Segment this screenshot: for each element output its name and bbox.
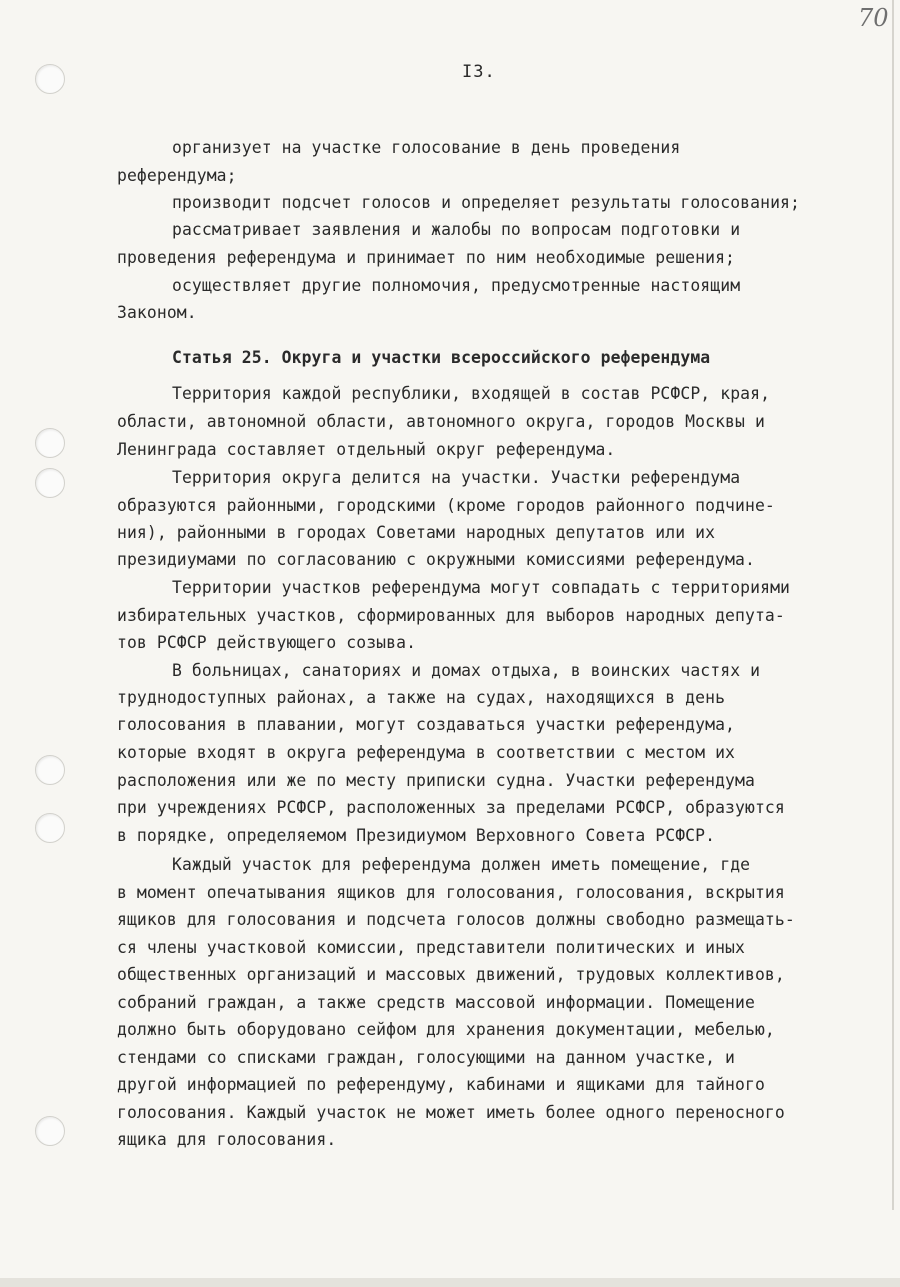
text-line: при учреждениях РСФСР, расположенных за пределами РСФСР, образуются <box>117 798 785 817</box>
text-line: тов РСФСР действующего созыва. <box>117 633 417 652</box>
text-line: Территория каждой республики, входящей в состав РСФСР, края, <box>172 384 771 403</box>
text-line: осуществляет другие полномочия, предусмотренные настоящим <box>172 276 741 295</box>
punch-hole <box>35 428 65 458</box>
text-line: голосования. Каждый участок не может иметь более одного переносного <box>117 1103 785 1122</box>
text-line: которые входят в округа референдума в соответствии с местом их <box>117 743 736 762</box>
text-line: избирательных участков, сформированных для выборов народных депута- <box>117 606 785 625</box>
text-line: расположения или же по месту приписки судна. Участки референдума <box>117 771 755 790</box>
scan-bottom-edge <box>0 1278 900 1287</box>
text-line: области, автономной области, автономного округа, городов Москвы и <box>117 412 765 431</box>
text-line: Каждый участок для референдума должен иметь помещение, где <box>172 855 751 874</box>
text-line: в момент опечатывания ящиков для голосования, голосования, вскрытия <box>117 883 785 902</box>
text-line: ящиков для голосования и подсчета голосов должны свободно размещать- <box>117 910 795 929</box>
text-line: Территория округа делится на участки. Участки референдума <box>172 468 741 487</box>
text-line: ся члены участковой комиссии, представители политических и иных <box>117 938 745 957</box>
text-line: голосования в плавании, могут создаваться участки референдума, <box>117 715 736 734</box>
punch-hole <box>35 755 65 785</box>
text-line: в порядке, определяемом Президиумом Верховного Совета РСФСР. <box>117 826 716 845</box>
text-line: другой информацией по референдуму, кабинами и ящиками для тайного <box>117 1075 765 1094</box>
text-line: образуются районными, городскими (кроме городов районного подчине- <box>117 496 775 515</box>
article-heading: Статья 25. Округа и участки всероссийского референдума <box>172 348 711 367</box>
text-line: собраний граждан, а также средств массовой информации. Помещение <box>117 993 755 1012</box>
punch-hole <box>35 813 65 843</box>
page-number: I3. <box>462 62 496 82</box>
handwritten-folio-number: 70 <box>858 4 889 32</box>
text-line: ящика для голосования. <box>117 1130 337 1149</box>
text-line: Территории участков референдума могут совпадать с территориями <box>172 578 791 597</box>
page-edge <box>892 0 894 1210</box>
text-line: В больницах, санаториях и домах отдыха, в воинских частях и <box>172 661 761 680</box>
text-line: рассматривает заявления и жалобы по вопросам подготовки и <box>172 220 741 239</box>
text-line: Законом. <box>117 303 197 322</box>
text-line: проведения референдума и принимает по ним необходимые решения; <box>117 248 736 267</box>
text-line: должно быть оборудовано сейфом для хранения документации, мебелью, <box>117 1020 775 1039</box>
text-line: президиумами по согласованию с окружными комиссиями референдума. <box>117 550 755 569</box>
text-line: Ленинграда составляет отдельный округ референдума. <box>117 440 616 459</box>
text-line: референдума; <box>117 166 237 185</box>
text-line: производит подсчет голосов и определяет результаты голосования; <box>172 193 800 212</box>
text-line: ния), районными в городах Советами народных депутатов или их <box>117 523 716 542</box>
text-line: общественных организаций и массовых движений, трудовых коллективов, <box>117 965 785 984</box>
punch-hole <box>35 1116 65 1146</box>
text-line: стендами со списками граждан, голосующими на данном участке, и <box>117 1048 736 1067</box>
text-line: организует на участке голосование в день проведения <box>172 138 681 157</box>
text-line: труднодоступных районах, а также на судах, находящихся в день <box>117 688 726 707</box>
punch-hole <box>35 64 65 94</box>
punch-hole <box>35 468 65 498</box>
